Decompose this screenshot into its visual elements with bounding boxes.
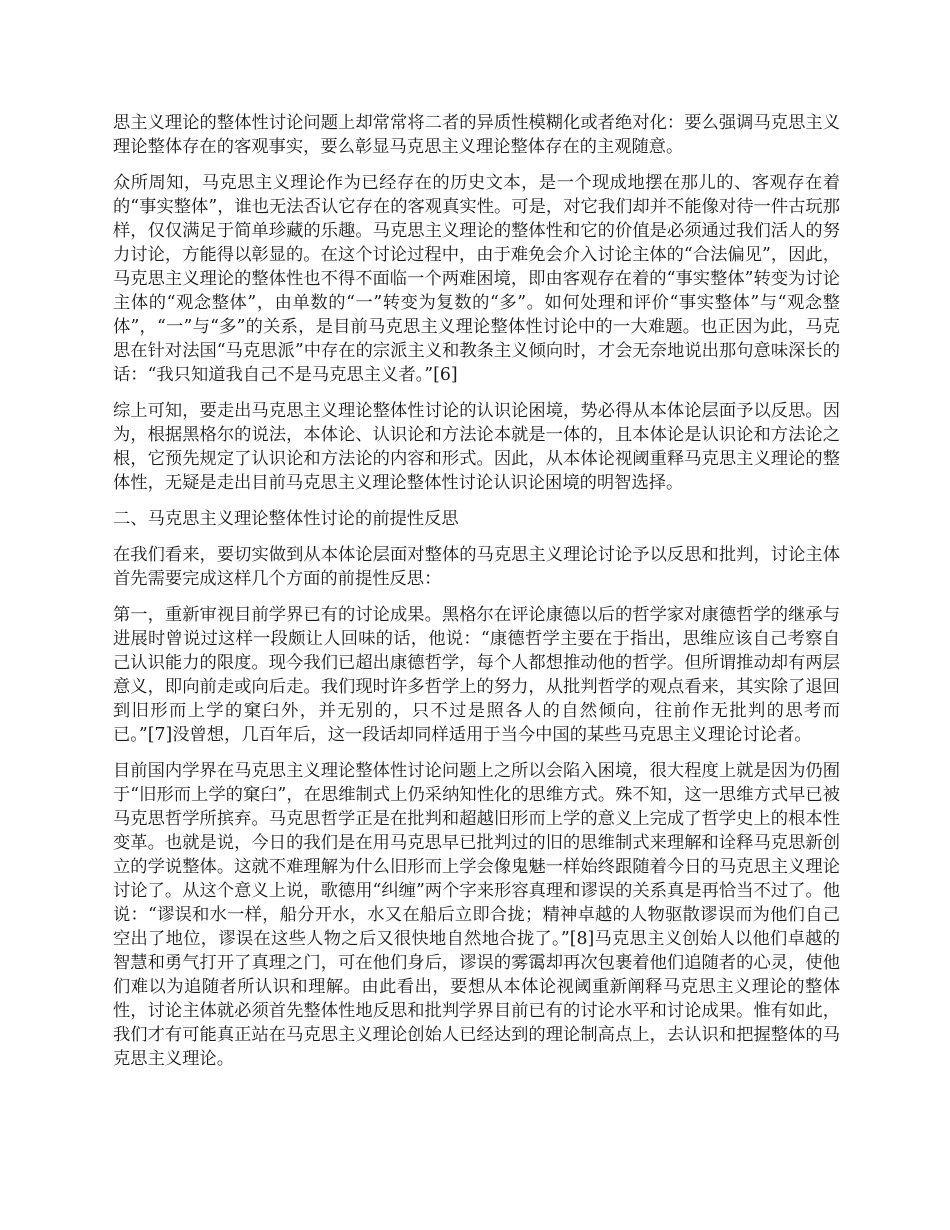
paragraph-5: 第一，重新审视目前学界已有的讨论成果。黑格尔在评论康德以后的哲学家对康德哲学的继承与进展时曾说过这样一段颇让人回味的话，他说：“康德哲学主要在于指出，思维应该自己考察自己认识能力的限度。现今我们已超出康德哲学，每个人都想推动他的哲学。但所谓推动却有两层意义，即向前走或向后走。我们现时许多哲学上的努力，从批判哲学的观点看来，其实除了退回到旧形而上学的窠臼外，并无别的，只不过是照各人的自然倾向，往前作无批判的思考而已。”[7]没曾想，几百年后，这一段话却同样适用于当今中国的某些马克思主义理论讨论者。 bbox=[113, 605, 840, 745]
paragraph-6: 目前国内学界在马克思主义理论整体性讨论问题上之所以会陷入困境，很大程度上就是因为仍囿于“旧形而上学的窠臼”，在思维制式上仍采纳知性化的思维方式。殊不知，这一思维方式早已被马克思哲学所摈弃。马克思哲学正是在批判和超越旧形而上学的意义上完成了哲学史上的根本性变革。也就是说，今日的我们是在用马克思早已批判过的旧的思维制式来理解和诠释马克思新创立的学说整体。这就不难理解为什么旧形而上学会像鬼魅一样始终跟随着今日的马克思主义理论讨论了。从这个意义上说，歌德用“纠缠”两个字来形容真理和谬误的关系真是再恰当不过了。他说：“谬误和水一样，船分开水，水又在船后立即合拢；精神卓越的人物驱散谬误而为他们自己空出了地位，谬误在这些人物之后又很快地自然地合拢了。”[8]马克思主义创始人以他们卓越的智慧和勇气打开了真理之门，可在他们身后，谬误的雾霭却再次包裹着他们追随者的心灵，使他们难以为追随者所认识和理解。由此看出，要想从本体论视阈重新阐释马克思主义理论的整体性，讨论主体就必须首先整体性地反思和批判学界目前已有的讨论水平和讨论成果。惟有如此，我们才有可能真正站在马克思主义理论创始人已经达到的理论制高点上，去认识和把握整体的马克思主义理论。 bbox=[113, 761, 840, 1069]
paragraph-4: 在我们看来，要切实做到从本体论层面对整体的马克思主义理论讨论予以反思和批判，讨论主体首先需要完成这样几个方面的前提性反思： bbox=[113, 545, 840, 589]
paragraph-2: 众所周知，马克思主义理论作为已经存在的历史文本，是一个现成地摆在那儿的、客观存在着的“事实整体”，谁也无法否认它存在的客观真实性。可是，对它我们却并不能像对待一件古玩那样，仅仅满足于简单珍藏的乐趣。马克思主义理论的整体性和它的价值是必须通过我们活人的努力讨论，方能得以彰显的。在这个讨论过程中，由于难免会介入讨论主体的“合法偏见”，因此，马克思主义理论的整体性也不得不面临一个两难困境，即由客观存在着的“事实整体”转变为讨论主体的“观念整体”，由单数的“一”转变为复数的“多”。如何处理和评价“事实整体”与“观念整体”，“一”与“多”的关系，是目前马克思主义理论整体性讨论中的一大难题。也正因为此，马克思在针对法国“马克思派”中存在的宗派主义和教条主义倾向时，才会无奈地说出那句意味深长的话：“我只知道我自己不是马克思主义者。”[6] bbox=[113, 173, 840, 385]
paragraph-1: 思主义理论的整体性讨论问题上却常常将二者的异质性模糊化或者绝对化：要么强调马克思主义理论整体存在的客观事实，要么彰显马克思主义理论整体存在的主观随意。 bbox=[113, 113, 840, 157]
section-heading: 二、马克思主义理论整体性讨论的前提性反思 bbox=[113, 509, 459, 529]
document-body bbox=[113, 111, 840, 1083]
paragraph-3: 综上可知，要走出马克思主义理论整体性讨论的认识论困境，势必得从本体论层面予以反思。因为，根据黑格尔的说法，本体论、认识论和方法论本就是一体的，且本体论是认识论和方法论之根，它预先规定了认识论和方法论的内容和形式。因此，从本体论视阈重释马克思主义理论的整体性，无疑是走出目前马克思主义理论整体性讨论认识论困境的明智选择。 bbox=[113, 401, 840, 493]
